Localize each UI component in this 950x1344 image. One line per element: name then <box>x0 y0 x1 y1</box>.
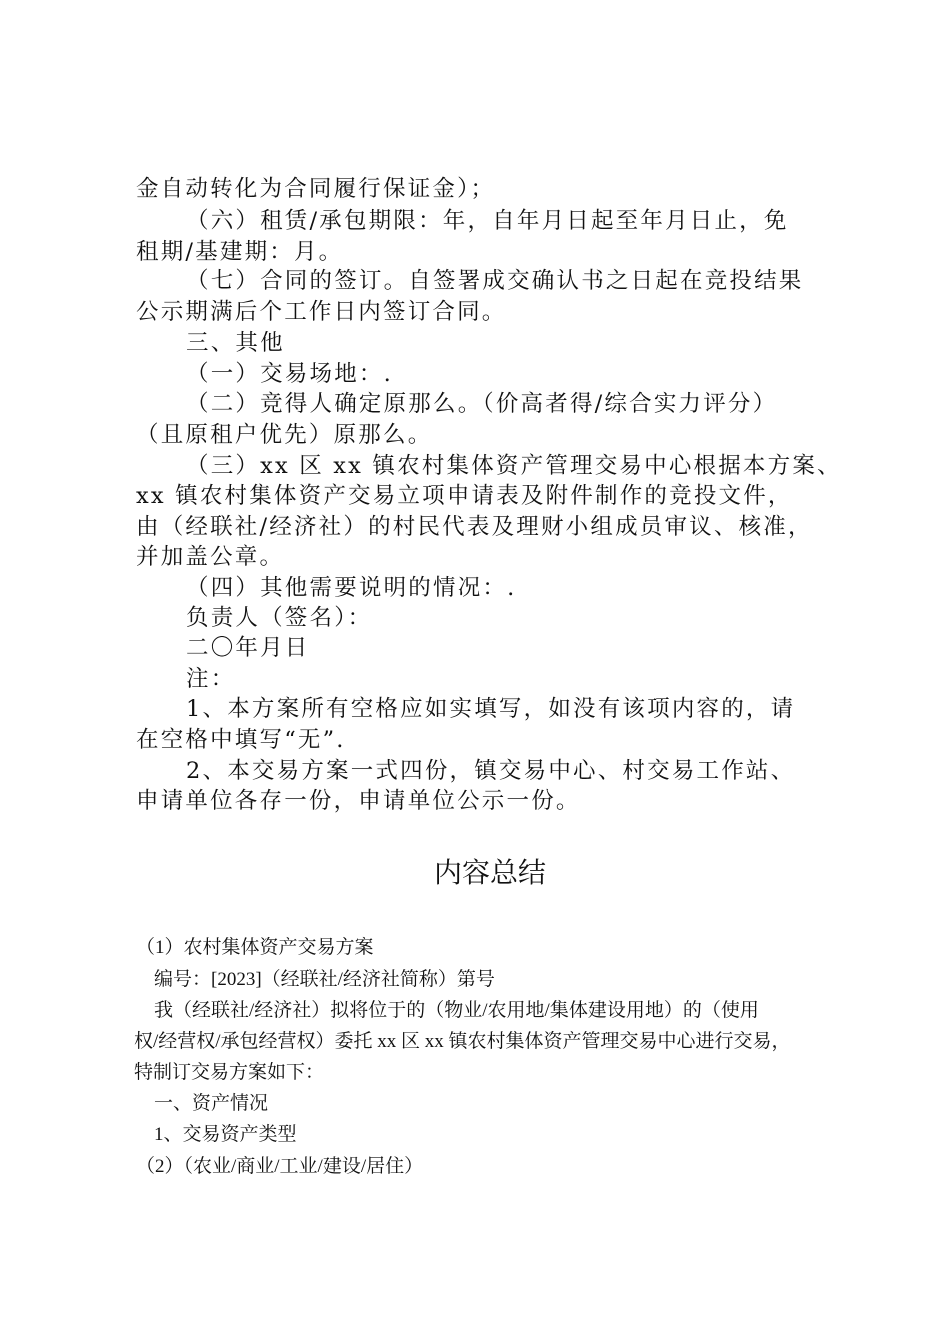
summary-line: （1）农村集体资产交易方案 <box>136 937 374 958</box>
body-line: （一）交易场地：. <box>186 361 393 387</box>
body-line: （六）租赁/承包期限：年，自年月日起至年月日止，免 <box>186 208 789 234</box>
body-line: 公示期满后个工作日内签订合同。 <box>136 299 507 325</box>
note-line: 在空格中填写“无”. <box>136 727 346 753</box>
body-line: （且原租户优先）原那么。 <box>136 422 433 448</box>
note-heading: 注： <box>186 666 236 692</box>
body-line: （二）竞得人确定原那么。（价高者得/综合实力评分） <box>186 391 778 417</box>
summary-line: 权/经营权/承包经营权）委托 xx 区 xx 镇农村集体资产管理交易中心进行交易， <box>134 1031 791 1052</box>
signature-line: 负责人（签名）： <box>186 605 373 631</box>
body-line: 租期/基建期：月。 <box>136 239 344 265</box>
body-line: 金自动转化为合同履行保证金）； <box>136 176 496 202</box>
summary-title: 内容总结 <box>433 858 546 889</box>
note-line: 2、本交易方案一式四份，镇交易中心、村交易工作站、 <box>186 758 796 784</box>
summary-line: 1、交易资产类型 <box>154 1124 297 1145</box>
body-line: （三）xx 区 xx 镇农村集体资产管理交易中心根据本方案、 <box>186 453 842 479</box>
note-line: 申请单位各存一份，申请单位公示一份。 <box>136 788 581 814</box>
summary-line: 特制订交易方案如下： <box>134 1062 325 1083</box>
body-line: （七）合同的签订。自签署成交确认书之日起在竞投结果 <box>186 268 804 294</box>
summary-line: 我（经联社/经济社）拟将位于的（物业/农用地/集体建设用地）的（使用 <box>154 1000 759 1021</box>
body-line: 由（经联社/经济社）的村民代表及理财小组成员审议、核准， <box>136 514 813 540</box>
section-heading: 三、其他 <box>186 330 285 356</box>
body-line: xx 镇农村集体资产交易立项申请表及附件制作的竞投文件， <box>136 483 793 509</box>
summary-line: 编号：[2023]（经联社/经济社简称）第号 <box>154 969 495 990</box>
body-line: （四）其他需要说明的情况：. <box>186 575 517 601</box>
note-line: 1、本方案所有空格应如实填写，如没有该项内容的，请 <box>186 696 796 722</box>
body-line: 并加盖公章。 <box>136 544 285 570</box>
summary-line: （2）（农业/商业/工业/建设/居住） <box>136 1156 424 1177</box>
date-line: 二〇年月日 <box>186 635 310 661</box>
summary-line: 一、资产情况 <box>154 1093 269 1114</box>
